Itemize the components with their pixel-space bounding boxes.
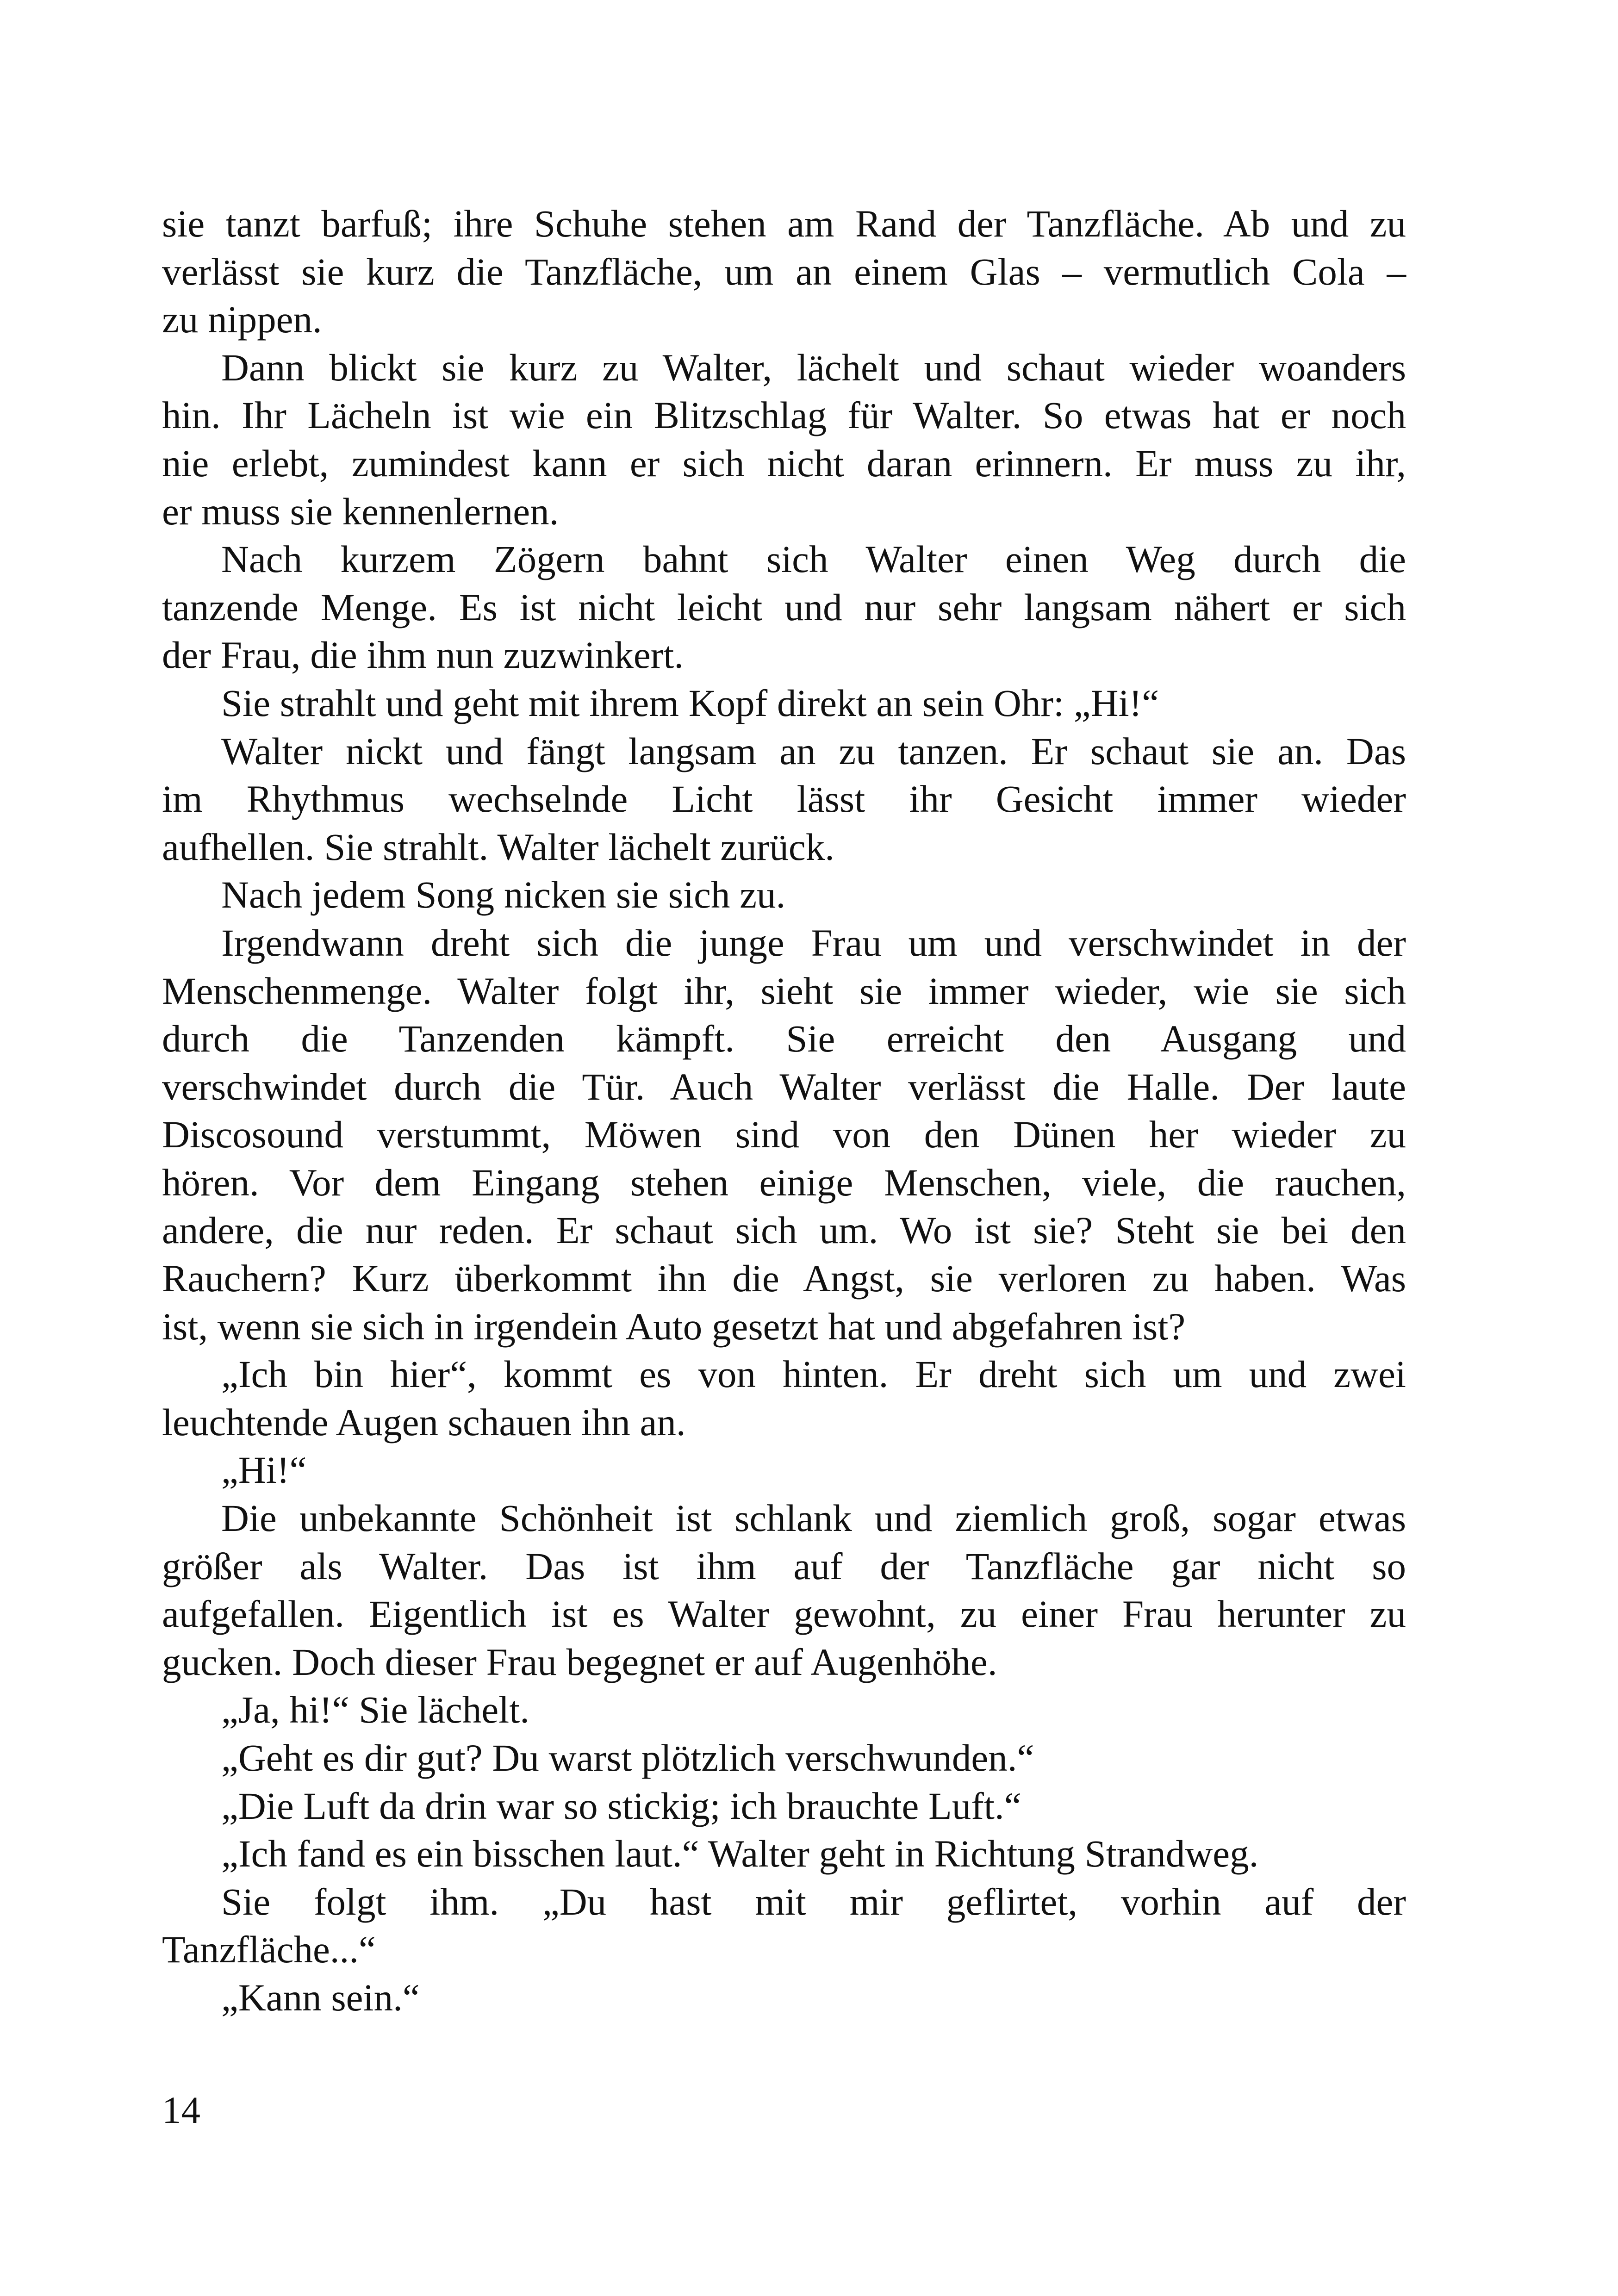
text-line: Rauchern? Kurz überkommt ihn die Angst, sie verloren zu haben. Was: [162, 1257, 1406, 1300]
text-line: ist, wenn sie sich in irgendein Auto gesetzt hat und abgefahren ist?: [162, 1305, 1186, 1348]
text-line: nie erlebt, zumindest kann er sich nicht daran erinnern. Er muss zu ihr,: [162, 442, 1406, 485]
text-line: durch die Tanzenden kämpft. Sie erreicht den Ausgang und: [162, 1017, 1406, 1060]
text-line: „Kann sein.“: [221, 1976, 420, 2019]
text-line: Tanzfläche...“: [162, 1928, 376, 1971]
text-line: Nach jedem Song nicken sie sich zu.: [221, 873, 786, 916]
text-line: „Die Luft da drin war so stickig; ich brauchte Luft.“: [221, 1784, 1021, 1827]
text-line: größer als Walter. Das ist ihm auf der Tanzfläche gar nicht so: [162, 1544, 1406, 1587]
text-line: Menschenmenge. Walter folgt ihr, sieht sie immer wieder, wie sie sich: [162, 969, 1406, 1012]
text-line: Sie folgt ihm. „Du hast mit mir geflirtet, vorhin auf der: [221, 1880, 1406, 1923]
text-line: hin. Ihr Lächeln ist wie ein Blitzschlag für Walter. So etwas hat er noch: [162, 394, 1406, 437]
text-line: verlässt sie kurz die Tanzfläche, um an einem Glas – vermutlich Cola –: [162, 250, 1406, 293]
text-line: Irgendwann dreht sich die junge Frau um und verschwindet in der: [221, 921, 1406, 964]
text-line: Discosound verstummt, Möwen sind von den Dünen her wieder zu: [162, 1113, 1406, 1156]
text-line: „Geht es dir gut? Du warst plötzlich verschwunden.“: [221, 1736, 1034, 1779]
text-line: sie tanzt barfuß; ihre Schuhe stehen am Rand der Tanzfläche. Ab und zu: [162, 202, 1406, 245]
text-line: verschwindet durch die Tür. Auch Walter verlässt die Halle. Der laute: [162, 1065, 1406, 1108]
text-line: gucken. Doch dieser Frau begegnet er auf Augenhöhe.: [162, 1640, 997, 1683]
text-line: der Frau, die ihm nun zuzwinkert.: [162, 634, 684, 677]
text-line: „Hi!“: [221, 1449, 307, 1492]
text-line: tanzende Menge. Es ist nicht leicht und nur sehr langsam nähert er sich: [162, 585, 1406, 628]
text-line: aufgefallen. Eigentlich ist es Walter gewohnt, zu einer Frau herunter zu: [162, 1593, 1406, 1636]
text-line: aufhellen. Sie strahlt. Walter lächelt zurück.: [162, 825, 834, 868]
body-text: [162, 200, 1406, 2022]
text-line: leuchtende Augen schauen ihn an.: [162, 1400, 686, 1444]
text-line: Sie strahlt und geht mit ihrem Kopf direkt an sein Ohr: „Hi!“: [221, 681, 1159, 724]
text-line: andere, die nur reden. Er schaut sich um. Wo ist sie? Steht sie bei den: [162, 1209, 1406, 1252]
text-line: zu nippen.: [162, 298, 322, 341]
text-line: „Ich fand es ein bisschen laut.“ Walter geht in Richtung Strandweg.: [221, 1832, 1259, 1875]
text-line: Die unbekannte Schönheit ist schlank und ziemlich groß, sogar etwas: [221, 1497, 1406, 1540]
text-line: „Ich bin hier“, kommt es von hinten. Er dreht sich um und zwei: [221, 1353, 1406, 1396]
text-line: hören. Vor dem Eingang stehen einige Menschen, viele, die rauchen,: [162, 1161, 1406, 1204]
text-line: Nach kurzem Zögern bahnt sich Walter einen Weg durch die: [221, 538, 1406, 581]
text-line: Walter nickt und fängt langsam an zu tanzen. Er schaut sie an. Das: [221, 729, 1406, 772]
page-number: 14: [162, 2089, 200, 2131]
text-line: im Rhythmus wechselnde Licht lässt ihr Gesicht immer wieder: [162, 778, 1406, 821]
text-line: er muss sie kennenlernen.: [162, 490, 559, 533]
text-line: „Ja, hi!“ Sie lächelt.: [221, 1688, 530, 1731]
text-line: Dann blickt sie kurz zu Walter, lächelt und schaut wieder woanders: [221, 346, 1406, 389]
